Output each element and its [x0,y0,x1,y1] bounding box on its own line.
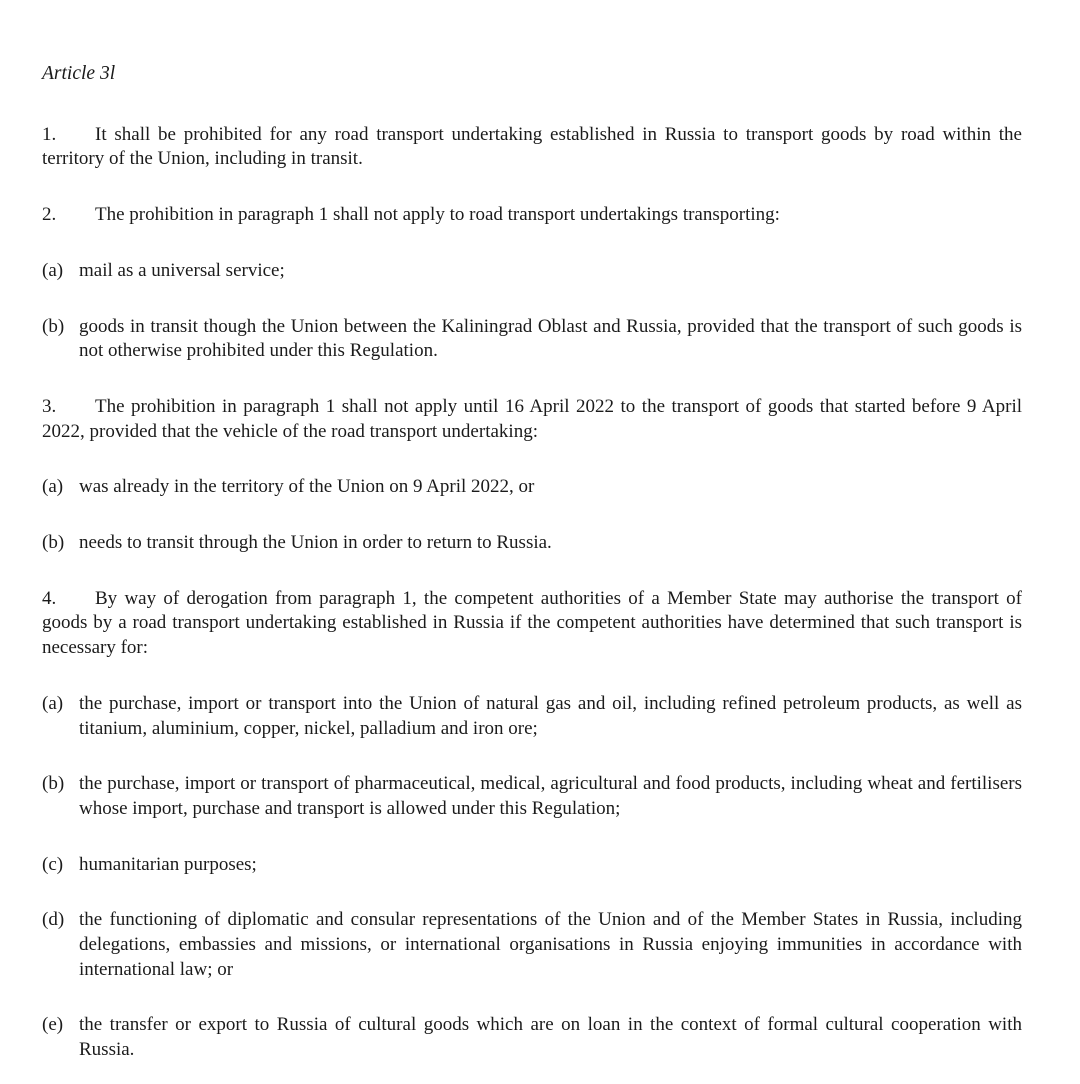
paragraph-4-item-c [42,853,1022,878]
paragraph-1-number: 1. [42,123,57,145]
paragraph-4-item-e-label: (e) [42,1014,64,1036]
paragraph-4-item-b-text: the purchase, import or transport of pharmaceutical, medical, agricultural and food products, including wheat and fertilisers whose import, purchase and transport is allowed under this Regulation; [79,773,1022,819]
paragraph-4 [42,587,1022,661]
paragraph-3 [42,395,1022,444]
paragraph-4-item-d [42,908,1022,982]
paragraph-3-item-b-label: (b) [42,532,65,554]
paragraph-3-item-a-text: was already in the territory of the Union on 9 April 2022, or [79,476,535,498]
paragraph-3-text: The prohibition in paragraph 1 shall not apply until 16 April 2022 to the transport of goods that started before 9 April 2022, provided that the vehicle of the road transport undertaking: [42,395,1022,442]
paragraph-2-item-a-text: mail as a universal service; [79,259,285,281]
paragraph-4-item-e [42,1013,1022,1062]
paragraph-2-item-a [42,259,1022,284]
paragraph-2-item-b [42,315,1022,364]
paragraph-4-number: 4. [42,587,57,609]
paragraph-3-item-a [42,475,1022,500]
paragraph-4-text: By way of derogation from paragraph 1, the competent authorities of a Member State may authorise the transport of goods by a road transport undertaking established in Russia if the competent authorities have determined that such transport is necessary for: [42,587,1022,659]
paragraph-1-text: It shall be prohibited for any road transport undertaking established in Russia to transport goods by road within the territory of the Union, including in transit. [42,123,1022,170]
paragraph-4-item-e-text: the transfer or export to Russia of cultural goods which are on loan in the context of formal cultural cooperation with Russia. [79,1014,1022,1061]
paragraph-3-item-b [42,531,1022,556]
paragraph-2-item-b-label: (b) [42,315,65,337]
paragraph-4-item-c-text: humanitarian purposes; [79,853,257,875]
paragraph-2-text: The prohibition in paragraph 1 shall not apply to road transport undertakings transporting: [95,204,780,226]
paragraph-3-number: 3. [42,395,57,417]
paragraph-1 [42,123,1022,172]
paragraph-2-item-a-label: (a) [42,259,64,281]
paragraph-2-number: 2. [42,204,57,226]
paragraph-2-item-b-text: goods in transit though the Union between the Kaliningrad Oblast and Russia, provided that the transport of such goods is not otherwise prohibited under this Regulation. [79,315,1022,362]
paragraph-3-item-a-label: (a) [42,476,64,498]
paragraph-2 [42,203,1022,228]
paragraph-4-item-a-label: (a) [42,692,64,714]
paragraph-3-item-b-text: needs to transit through the Union in order to return to Russia. [79,532,552,554]
paragraph-4-item-b-label: (b) [42,773,65,795]
paragraph-4-item-d-label: (d) [42,909,65,931]
paragraph-4-item-b [42,772,1022,821]
paragraph-4-item-a-text: the purchase, import or transport into the Union of natural gas and oil, including refined petroleum products, as well as titanium, aluminium, copper, nickel, palladium and iron ore; [79,692,1022,739]
paragraph-4-item-a [42,692,1022,741]
article-heading: Article 3l [42,63,116,84]
paragraph-4-item-c-label: (c) [42,853,64,875]
paragraph-4-item-d-text: the functioning of diplomatic and consular representations of the Union and of the Member States in Russia, including delegations, embassies and missions, or international organisations in Russia enjoying immunities in accordance with international law; or [79,909,1022,980]
